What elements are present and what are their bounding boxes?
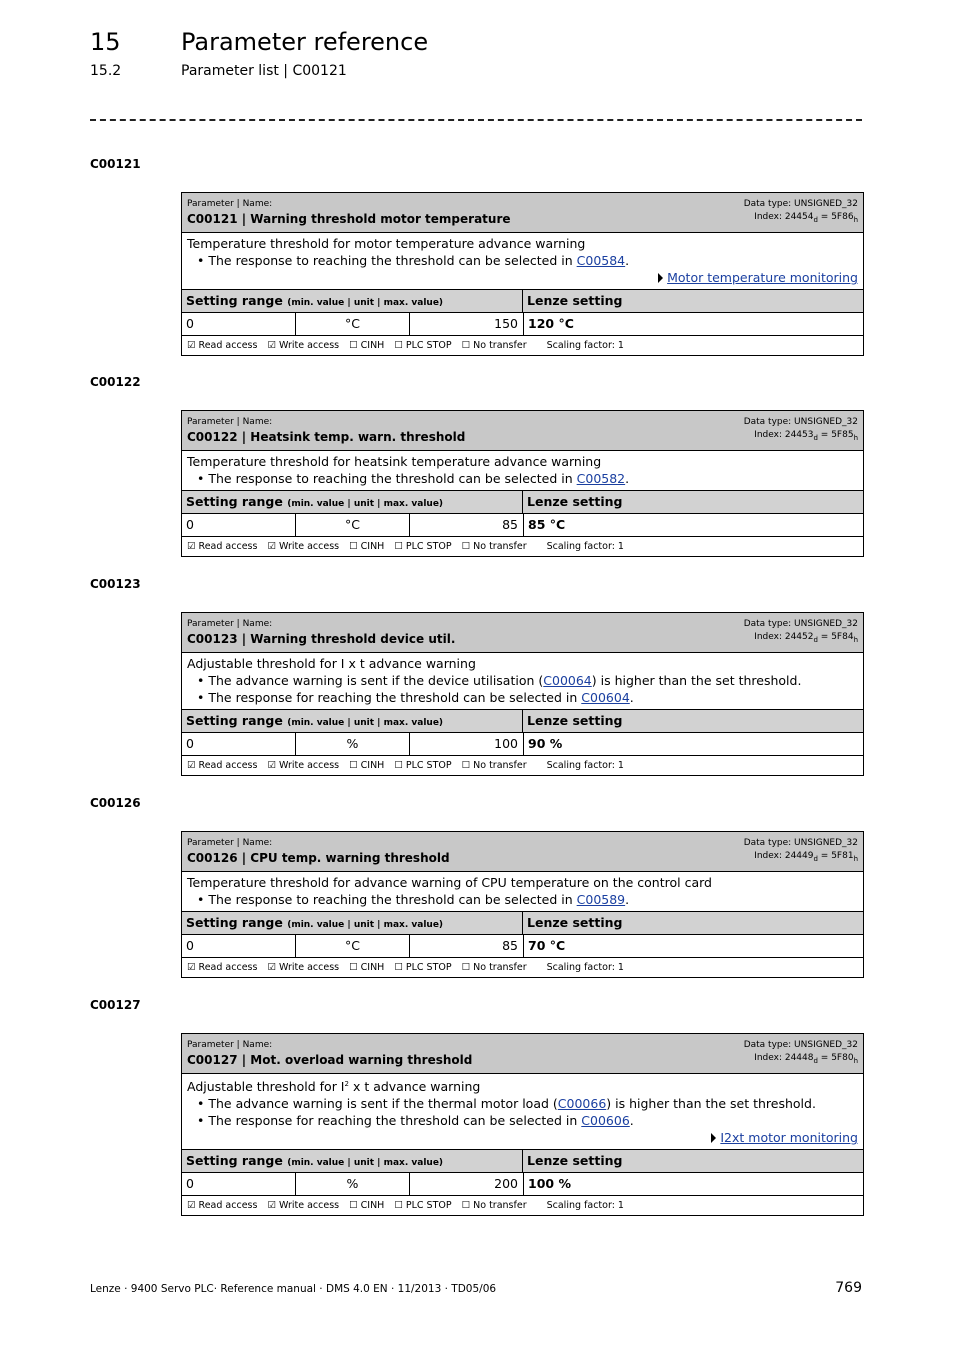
param-link-c00584[interactable]: C00584 <box>576 253 626 268</box>
triangle-right-icon <box>658 273 663 283</box>
setting-range-values <box>182 733 863 756</box>
section-number: 15.2 <box>90 63 122 79</box>
param-name: C00121 | Warning threshold motor temperature <box>187 212 511 226</box>
param-name: C00122 | Heatsink temp. warn. threshold <box>187 430 466 444</box>
param-table-header <box>182 193 863 233</box>
min-value: 0 <box>182 1173 296 1195</box>
param-index: Index: $24453_d = 5F85_h$ <box>754 430 858 442</box>
lenze-setting-value: 100 % <box>528 1176 571 1192</box>
setting-range-header: Setting range (min. value | unit | max. value) Lenze setting <box>182 912 863 935</box>
param-name-label: Parameter | Name: <box>187 1040 273 1050</box>
param-description <box>182 872 863 912</box>
access-flags: ☑ Read access ☑ Write access ☐ CINH ☐ PLC STOP ☐ No transfer Scaling factor: 1 <box>187 541 624 552</box>
max-value: 150 <box>410 313 524 335</box>
reference-line <box>187 1129 858 1146</box>
description-main: Temperature threshold for motor temperature advance warning <box>187 236 586 251</box>
param-link-c00064[interactable]: C00064 <box>543 673 592 688</box>
footer-text: Lenze · 9400 Servo PLC· Reference manual · DMS 4.0 EN · 11/2013 · TD05/06 <box>90 1283 497 1295</box>
param-table-header <box>182 1034 863 1074</box>
description-main: Adjustable threshold for I x t advance warning <box>187 656 476 671</box>
lenze-setting-value: 70 °C <box>528 938 566 953</box>
setting-range-header: Setting range (min. value | unit | max. value) Lenze setting <box>182 290 863 313</box>
param-table-c00123 <box>181 612 864 776</box>
access-flags: ☑ Read access ☑ Write access ☐ CINH ☐ PLC STOP ☐ No transfer Scaling factor: 1 <box>187 1200 624 1212</box>
param-index: Index: $24454_d = 5F86_h$ <box>754 212 858 224</box>
description-main: Temperature threshold for heatsink temperature advance warning <box>187 454 602 469</box>
param-table-header <box>182 613 863 653</box>
description-bullet: • The advance warning is sent if the device utilisation (C00064) is higher than the set threshold. <box>187 672 858 689</box>
unit: % <box>296 1173 410 1195</box>
lenze-setting-value: 90 % <box>528 736 563 751</box>
setting-range-header: Setting range (min. value | unit | max. value) Lenze setting <box>182 1150 863 1173</box>
chapter-number: 15 <box>90 28 121 56</box>
min-value: 0 <box>182 514 296 536</box>
setting-range-values <box>182 1173 863 1196</box>
param-link-c00582[interactable]: C00582 <box>576 471 626 486</box>
max-value: 85 <box>410 935 524 957</box>
description-bullet: • The response to reaching the threshold can be selected in C00589. <box>187 891 858 908</box>
param-index: Index: $24448_d = 5F80_h$ <box>754 1053 858 1065</box>
lenze-setting-value: 120 °C <box>528 316 574 331</box>
param-name-label: Parameter | Name: <box>187 838 273 848</box>
param-name-label: Parameter | Name: <box>187 199 273 209</box>
param-name: C00127 | Mot. overload warning threshold <box>187 1053 473 1067</box>
param-table-c00121 <box>181 192 864 356</box>
param-index: Index: $24452_d = 5F84_h$ <box>754 632 858 644</box>
description-main: Adjustable threshold for $I^2$ x t advance warning <box>187 1079 481 1095</box>
setting-range-header: Setting range (min. value | unit | max. value) Lenze setting <box>182 710 863 733</box>
min-value: 0 <box>182 935 296 957</box>
param-heading-c00121: C00121 <box>90 157 141 171</box>
param-heading-c00122: C00122 <box>90 375 141 389</box>
param-link-c00589[interactable]: C00589 <box>576 892 626 907</box>
param-heading-c00127: C00127 <box>90 998 141 1012</box>
param-table-header <box>182 832 863 872</box>
data-type: Data type: UNSIGNED_32 <box>743 417 858 427</box>
param-heading-c00123: C00123 <box>90 577 141 591</box>
page-number: 769 <box>835 1280 862 1296</box>
param-description <box>182 451 863 491</box>
param-table-c00122 <box>181 410 864 557</box>
param-name: C00126 | CPU temp. warning threshold <box>187 851 450 865</box>
description-main: Temperature threshold for advance warning of CPU temperature on the control card <box>187 875 712 890</box>
setting-range-values <box>182 313 863 336</box>
param-link-c00606[interactable]: C00606 <box>581 1113 630 1129</box>
lenze-setting-value: 85 °C <box>528 517 566 532</box>
param-description <box>182 233 863 290</box>
data-type: Data type: UNSIGNED_32 <box>743 838 858 848</box>
setting-range-header: Setting range (min. value | unit | max. value) Lenze setting <box>182 491 863 514</box>
param-description <box>182 1074 863 1150</box>
data-type: Data type: UNSIGNED_32 <box>743 1040 858 1050</box>
setting-range-values <box>182 935 863 958</box>
unit: % <box>296 733 410 755</box>
max-value: 200 <box>410 1173 524 1195</box>
max-value: 85 <box>410 514 524 536</box>
unit: °C <box>296 935 410 957</box>
reference-link-i2xt-motor-monitoring[interactable]: I2xt motor monitoring <box>720 1130 858 1146</box>
param-name-label: Parameter | Name: <box>187 417 273 427</box>
param-table-c00126 <box>181 831 864 978</box>
description-bullet: • The response for reaching the threshold can be selected in C00604. <box>187 689 858 706</box>
max-value: 100 <box>410 733 524 755</box>
description-bullet: • The advance warning is sent if the thermal motor load (C00066) is higher than the set threshold. <box>187 1095 858 1112</box>
param-name-label: Parameter | Name: <box>187 619 273 629</box>
param-index: Index: $24449_d = 5F81_h$ <box>754 851 858 863</box>
data-type: Data type: UNSIGNED_32 <box>743 199 858 209</box>
min-value: 0 <box>182 313 296 335</box>
description-bullet: • The response for reaching the threshold can be selected in C00606. <box>187 1112 858 1129</box>
triangle-right-icon <box>711 1133 716 1143</box>
reference-link-motor-temperature-monitoring[interactable]: Motor temperature monitoring <box>667 270 858 285</box>
param-description <box>182 653 863 710</box>
param-heading-c00126: C00126 <box>90 796 141 810</box>
param-link-c00066[interactable]: C00066 <box>557 1096 607 1112</box>
data-type: Data type: UNSIGNED_32 <box>743 619 858 629</box>
reference-line <box>187 269 858 286</box>
description-bullet: • The response to reaching the threshold can be selected in C00584. <box>187 252 858 269</box>
param-name: C00123 | Warning threshold device util. <box>187 632 456 646</box>
min-value: 0 <box>182 733 296 755</box>
access-flags: ☑ Read access ☑ Write access ☐ CINH ☐ PLC STOP ☐ No transfer Scaling factor: 1 <box>187 760 624 771</box>
chapter-title: Parameter reference <box>181 28 429 56</box>
access-flags: ☑ Read access ☑ Write access ☐ CINH ☐ PLC STOP ☐ No transfer Scaling factor: 1 <box>187 962 624 973</box>
section-title: Parameter list | C00121 <box>181 63 347 79</box>
unit: °C <box>296 514 410 536</box>
param-table-header <box>182 411 863 451</box>
param-link-c00604[interactable]: C00604 <box>581 690 630 705</box>
header-divider <box>90 119 862 121</box>
setting-range-values <box>182 514 863 537</box>
access-flags: ☑ Read access ☑ Write access ☐ CINH ☐ PLC STOP ☐ No transfer Scaling factor: 1 <box>187 340 624 351</box>
param-table-c00127 <box>181 1033 864 1216</box>
description-bullet: • The response to reaching the threshold can be selected in C00582. <box>187 470 858 487</box>
unit: °C <box>296 313 410 335</box>
